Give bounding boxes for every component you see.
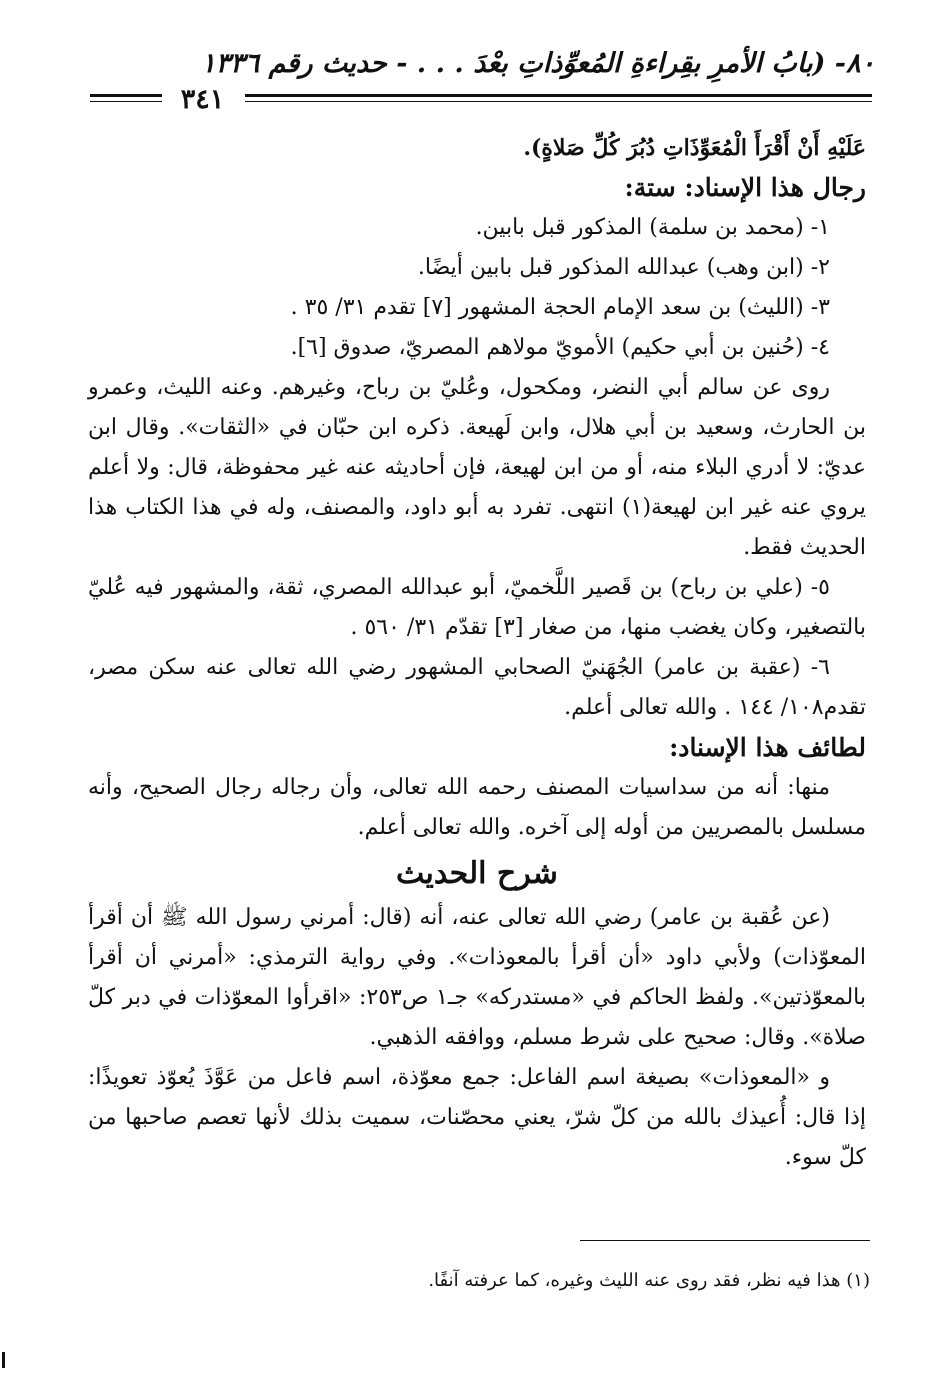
narrator-2: ٢- (ابن وهب) عبدالله المذكور قبل بابين أيضًا. [417,255,830,280]
section-heading-narrators: رجال هذا الإسناد: ستة: [624,173,866,202]
section-heading-isnad-notes: لطائف هذا الإسناد: [669,733,866,762]
narrator-1: ١- (محمد بن سلمة) المذكور قبل بابين. [475,215,830,240]
footnote-separator [580,1240,870,1241]
narrator-5: ٥- (علي بن رباح) بن قَصير اللَّخميّ، أبو عبدالله المصري، ثقة، والمشهور فيه عُليّ بالتصغير، وكان يغضب منها، من صغار [٣] تقدّم ٣١/ ٥٦٠ . [88,575,866,640]
page-number-rule-thick [90,94,162,97]
running-header-title: ٨٠- (بابُ الأمرِ بقِراءةِ المُعوِّذاتِ بعْدَ . . . - حديث رقم ١٣٣٦ [201,48,875,79]
explanation-paragraph-2: و «المعوذات» بصيغة اسم الفاعل: جمع معوّذة، اسم فاعل من عَوَّذَ يُعوّذ تعويذًا: إذا قال: أُعيذك بالله من كلّ شرّ، يعني محصّنات، سميت بذلك لأنها تعصم صاحبها من كلّ سوء. [88,1065,866,1170]
main-text [88,128,866,1178]
isnad-notes-paragraph: منها: أنه من سداسيات المصنف رحمه الله تعالى، وأن رجاله رجال الصحيح، وأنه مسلسل بالمصريين من أوله إلى آخره. والله تعالى أعلم. [88,775,866,840]
explanation-paragraph-1: (عن عُقبة بن عامر) رضي الله تعالى عنه، أنه (قال: أمرني رسول الله ﷺ أن أقرأ المعوّذات) ولأبي داود «أن أقرأ بالمعوذات». وفي رواية الترمذي: «أمرني أن أقرأ بالمعوّذتين». ولفظ الحاكم في «مستدركه» جـ١ ص٢٥٣: «اقرأوا المعوّذات في دبر كلّ صلاة». وقال: صحيح على شرط مسلم، ووافقه الذهبي. [88,905,866,1050]
scan-edge-mark [2,1352,5,1368]
narrator-3: ٣- (الليث) بن سعد الإمام الحجة المشهور [٧] تقدم ٣١/ ٣٥ . [290,295,830,320]
page-number-rule-thin [90,101,162,102]
page-number: ٣٤١ [180,84,225,115]
section-heading-explanation: شرح الحديث [396,856,558,891]
narrator-4-details: روى عن سالم أبي النضر، ومكحول، وعُليّ بن رباح، وغيرهم. وعنه الليث، وعمرو بن الحارث، وسعيد بن أبي هلال، وابن لَهيعة. ذكره ابن حبّان في «الثقات». وقال ابن عديّ: لا أدري البلاء منه، أو من ابن لهيعة، فإن أحاديثه عنه غير محفوظة، قال: ولا أعلم يروي عنه غير ابن لهيعة(١) انتهى. تفرد به أبو داود، والمصنف، وله في هذا الكتاب هذا الحديث فقط. [88,375,866,560]
header-rule-thin [245,101,872,102]
footnote: (١) هذا فيه نظر، فقد روى عنه الليث وغيره، كما عرفته آنفًا. [428,1270,870,1291]
header-rule-thick [245,94,872,97]
narrator-6: ٦- (عقبة بن عامر) الجُهَنيّ الصحابي المشهور رضي الله تعالى عنه سكن مصر، تقدم١٠٨/ ١٤٤ . والله تعالى أعلم. [88,655,866,720]
hadith-ending: عَلَيْهِ أَنْ أَقْرَأَ الْمُعَوِّذَاتِ دُبُرَ كُلِّ صَلاةٍ). [523,135,866,161]
narrator-4: ٤- (حُنين بن أبي حكيم) الأمويّ مولاهم المصريّ، صدوق [٦]. [290,335,830,360]
